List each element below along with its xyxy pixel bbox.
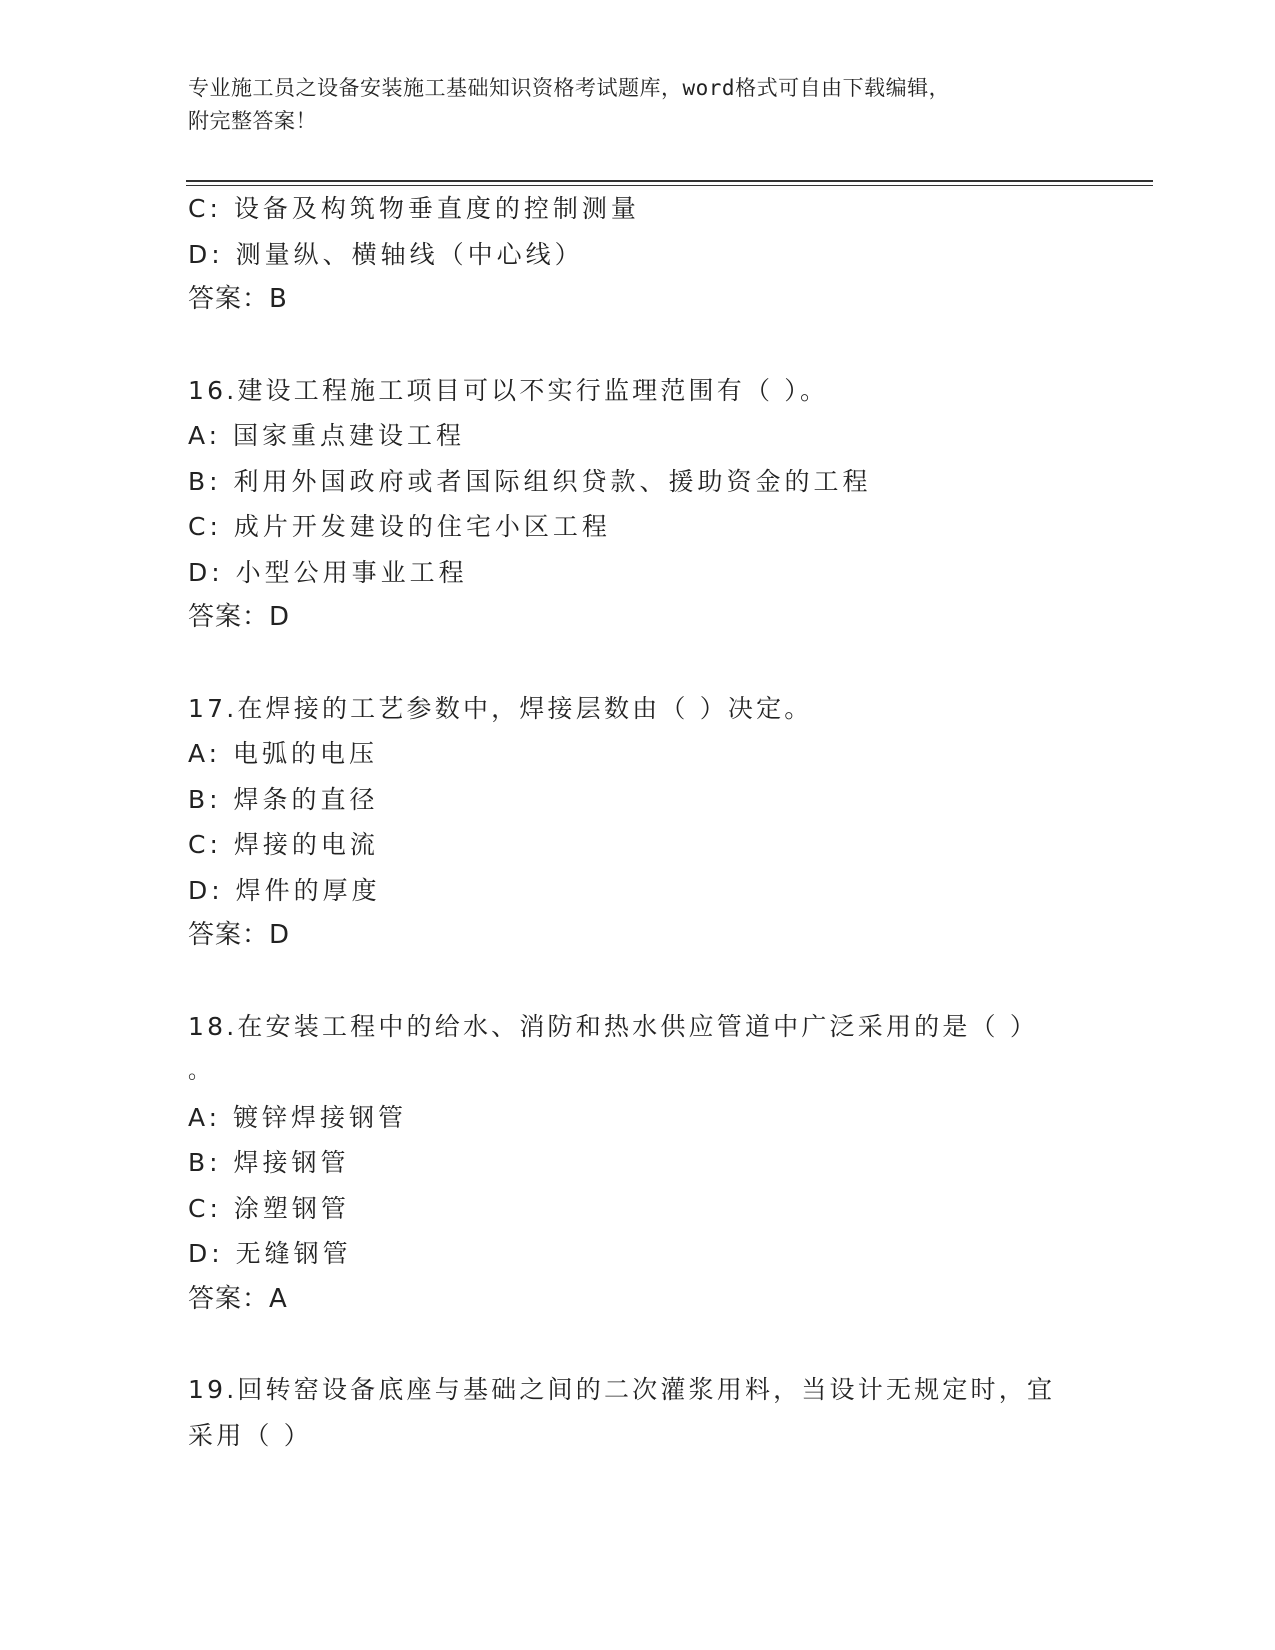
option-a: A: 电弧的电压 [188,739,379,768]
document-header [188,72,1068,138]
option-c: C: 成片开发建设的住宅小区工程 [188,512,611,541]
question-block-15 [188,186,1088,323]
answer-line: 答案：D [188,602,291,632]
option-b: B: 焊条的直径 [188,784,379,814]
answer-line: 答案：B [188,284,288,314]
option-d: D: 测量纵、横轴线（中心线） [188,239,584,269]
option-c: C: 设备及构筑物垂直度的控制测量 [188,194,640,223]
question-stem: 17.在焊接的工艺参数中，焊接层数由（ ）决定。 [188,693,813,723]
option-d: D: 小型公用事业工程 [188,557,468,587]
question-block-19 [188,1367,1088,1458]
question-list [188,186,1088,1458]
question-block-17 [188,686,1088,959]
option-b: B: 利用外国政府或者国际组织贷款、援助资金的工程 [188,466,872,496]
option-c: C: 焊接的电流 [188,830,379,859]
option-a: A: 镀锌焊接钢管 [188,1102,408,1132]
option-a: A: 国家重点建设工程 [188,421,466,450]
question-stem-continuation: 采用（ ） [188,1420,312,1450]
option-d: D: 无缝钢管 [188,1239,352,1268]
answer-line: 答案：D [188,920,291,950]
answer-line: 答案：A [188,1283,288,1314]
question-stem-continuation: 。 [188,1059,215,1084]
question-stem: 19.回转窑设备底座与基础之间的二次灌浆用料，当设计无规定时，宜 [188,1375,1056,1404]
option-c: C: 涂塑钢管 [188,1193,350,1223]
header-line-2: 附完整答案！ [188,109,317,133]
option-d: D: 焊件的厚度 [188,875,381,905]
header-line-1: 专业施工员之设备安装施工基础知识资格考试题库，word格式可自由下载编辑， [188,76,951,100]
header-divider-top [186,180,1153,182]
question-stem: 16.建设工程施工项目可以不实行监理范围有（ ）。 [188,375,829,405]
question-block-18 [188,1004,1088,1323]
question-stem: 18.在安装工程中的给水、消防和热水供应管道中广泛采用的是（ ） [188,1011,1039,1041]
option-b: B: 焊接钢管 [188,1148,350,1177]
question-block-16 [188,368,1088,641]
